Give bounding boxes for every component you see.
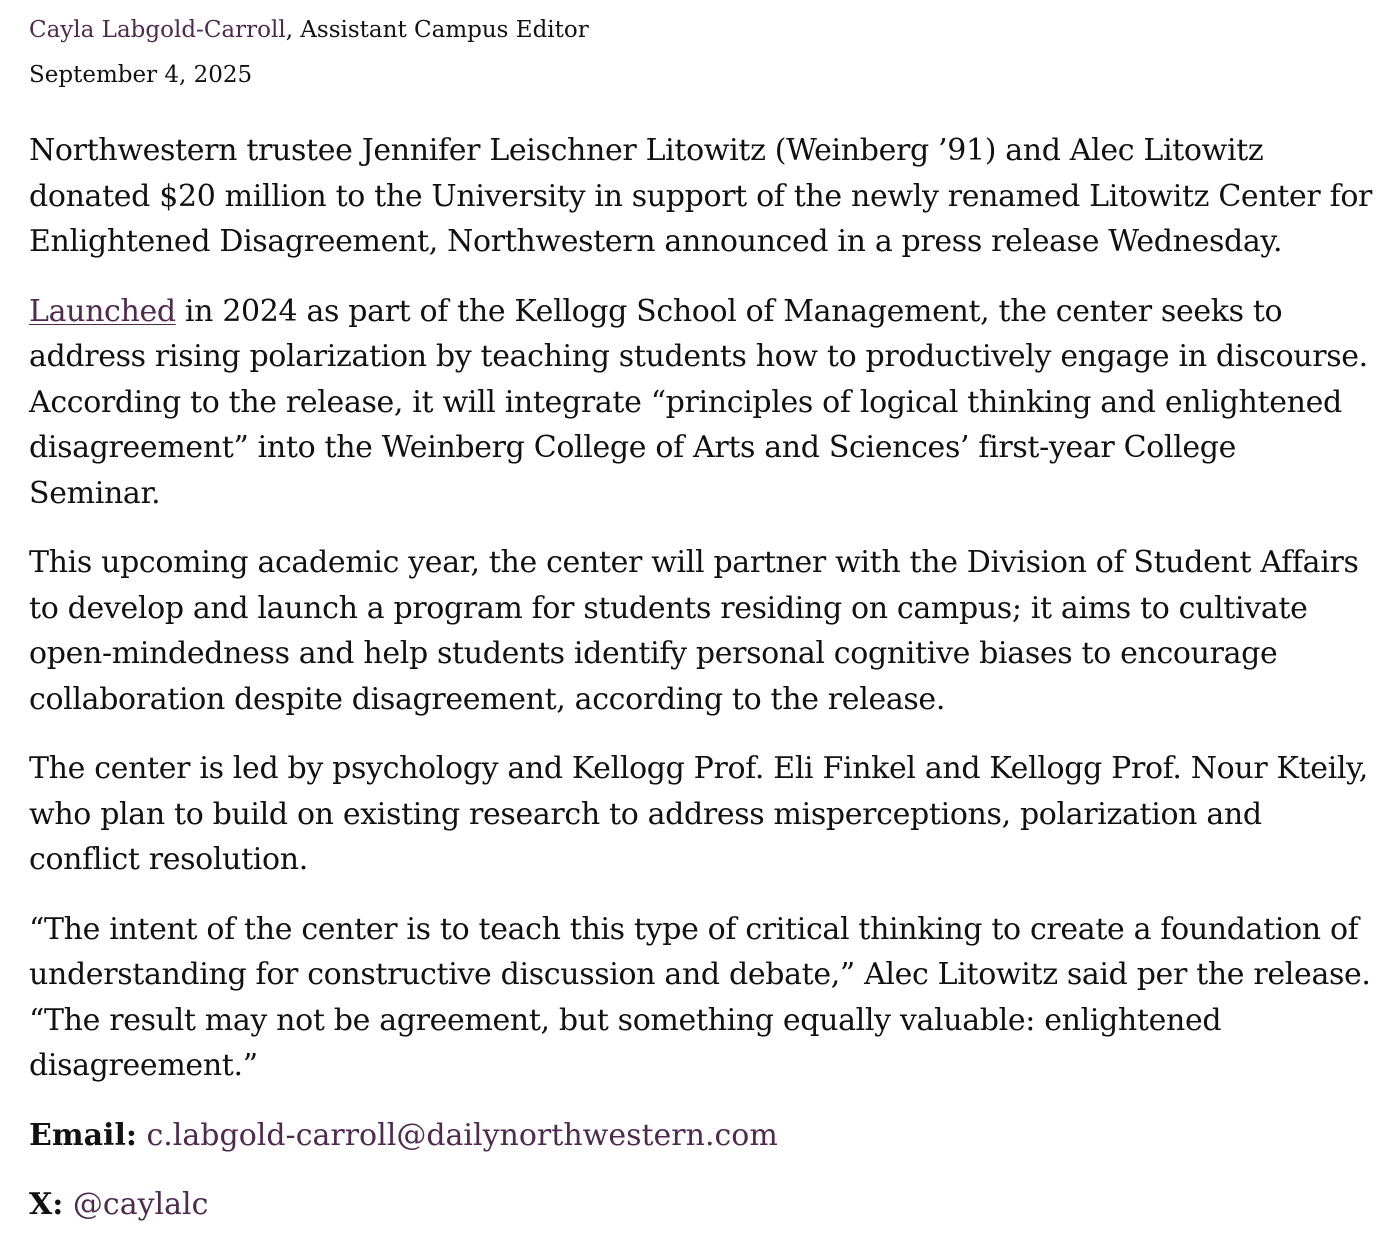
paragraph-4: The center is led by psychology and Kellogg Prof. Eli Finkel and Kellogg Prof. Nour Kteily, who plan to build on existing research to address misperceptions, polarization and conflict resolution. <box>29 751 1368 877</box>
launched-link[interactable]: Launched <box>29 293 176 329</box>
email-label: Email: <box>29 1117 137 1153</box>
paragraph-1: Northwestern trustee Jennifer Leischner Litowitz (Weinberg ’91) and Alec Litowitz donated $20 million to the University in support of the newly renamed Litowitz Center for Enlightened Disagreement, Northwestern announced in a press release Wednesday. <box>29 133 1373 259</box>
author-link[interactable]: Cayla Labgold-Carroll <box>29 17 286 43</box>
byline <box>29 12 1374 48</box>
email-line <box>29 1113 1374 1158</box>
email-link[interactable]: c.labgold-carroll@dailynorthwestern.com <box>146 1117 778 1153</box>
article-body <box>29 128 1374 1089</box>
author-role: , Assistant Campus Editor <box>285 17 589 43</box>
publish-date: September 4, 2025 <box>29 62 253 88</box>
paragraph-2 <box>29 289 1374 517</box>
x-handle-link[interactable]: @caylalc <box>72 1186 209 1222</box>
article <box>29 12 1374 1251</box>
paragraph-5: “The intent of the center is to teach this type of critical thinking to create a foundation of understanding for constructive discussion and debate,” Alec Litowitz said per the release. “The result may not be agreement, but something equally valuable: enlightened disagreement.” <box>29 911 1371 1083</box>
x-line <box>29 1182 1374 1227</box>
paragraph-2-text: in 2024 as part of the Kellogg School of Management, the center seeks to address rising polarization by teaching students how to productively engage in discourse. According to the release, it will integrate “principles of logical thinking and enlightened disagreement” into the Weinberg College of Arts and Sciences’ first-year College Seminar. <box>29 293 1368 511</box>
x-label: X: <box>29 1186 64 1222</box>
paragraph-3: This upcoming academic year, the center will partner with the Division of Student Affairs to develop and launch a program for students residing on campus; it aims to cultivate open-mindedness and help students identify personal cognitive biases to encourage collaboration despite disagreement, according to the release. <box>29 545 1359 717</box>
